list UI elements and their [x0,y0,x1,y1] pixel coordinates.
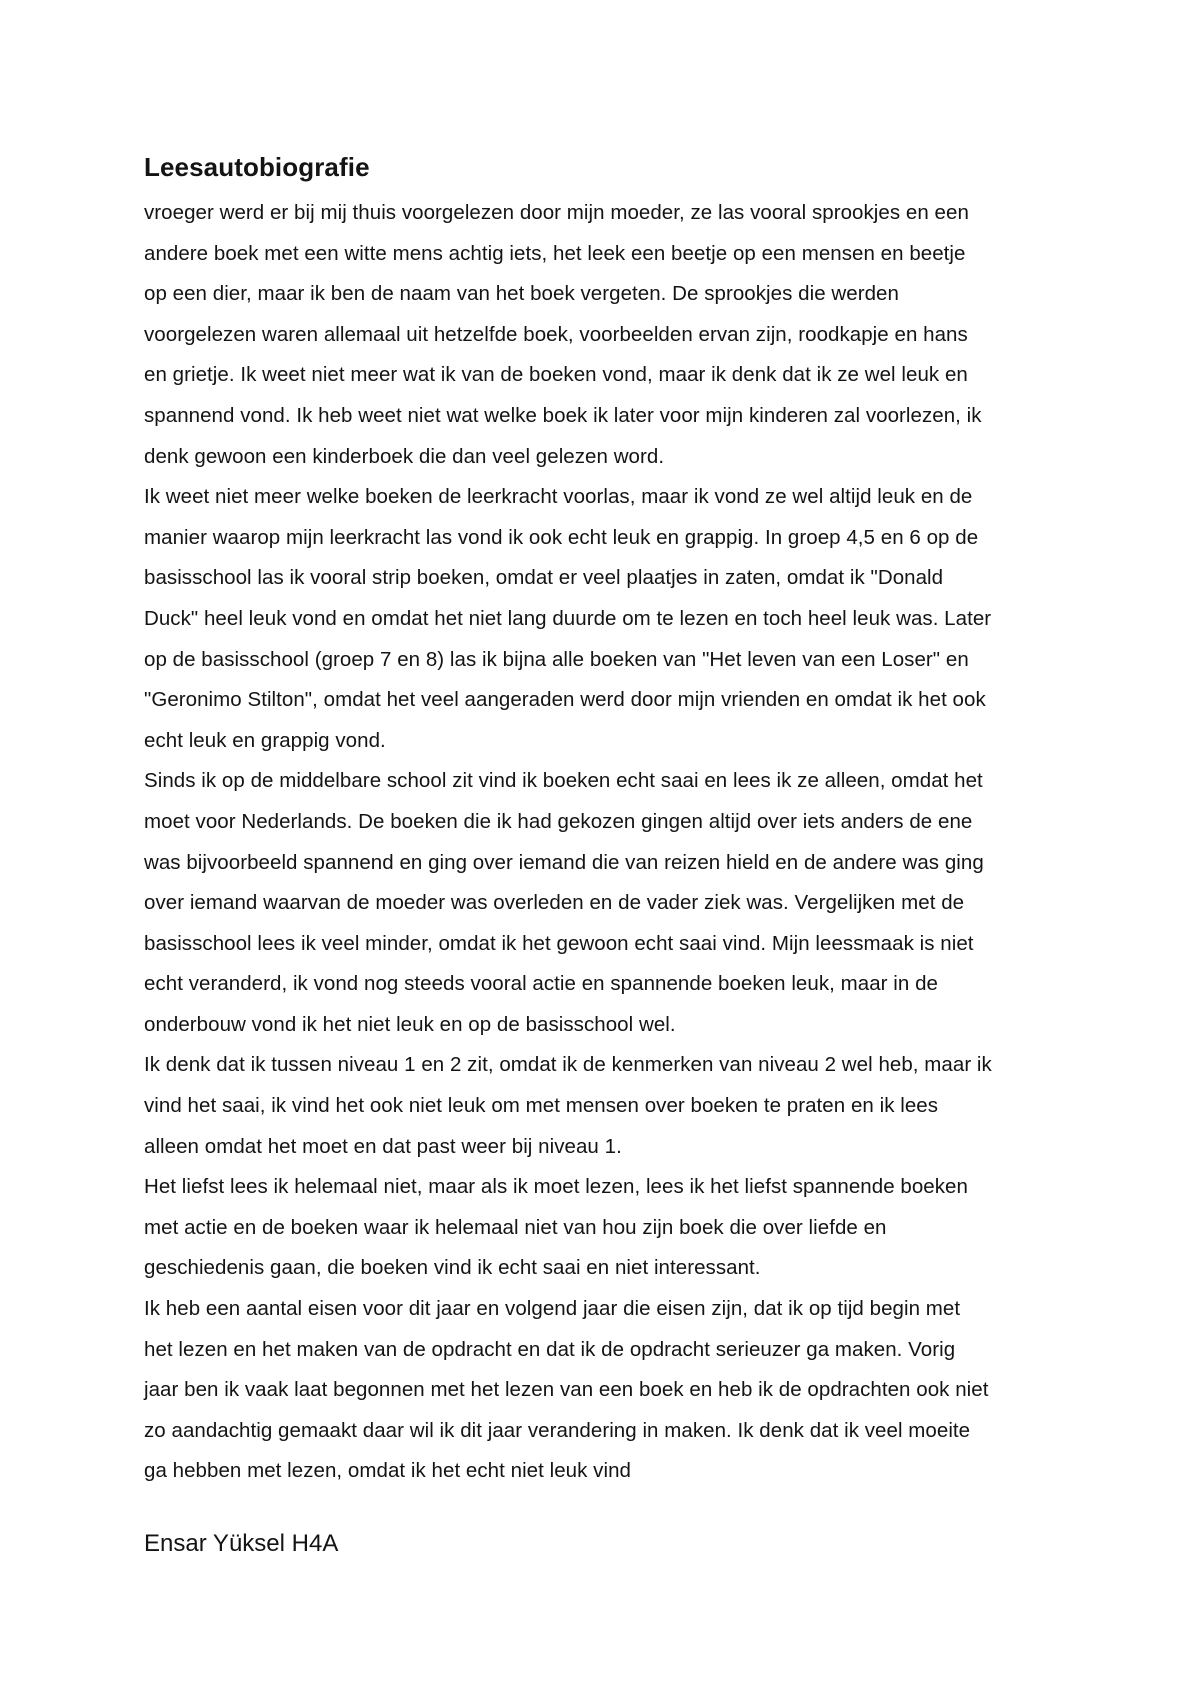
text-line: basisschool las ik vooral strip boeken, omdat er veel plaatjes in zaten, omdat ik "Donald [144,566,944,590]
text-line: onderbouw vond ik het niet leuk en op de basisschool wel. [144,1012,676,1036]
text-line: en grietje. Ik weet niet meer wat ik van de boeken vond, maar ik denk dat ik ze wel leuk en [144,363,968,387]
text-line: moet voor Nederlands. De boeken die ik had gekozen gingen altijd over iets anders de ene [144,809,973,833]
text-line: vind het saai, ik vind het ook niet leuk om met mensen over boeken te praten en ik lees [144,1094,939,1118]
text-line: Ik weet niet meer welke boeken de leerkracht voorlas, maar ik vond ze wel altijd leuk en de [144,485,973,509]
text-line: geschiedenis gaan, die boeken vind ik echt saai en niet interessant. [144,1256,761,1280]
text-line: voorgelezen waren allemaal uit hetzelfde boek, voorbeelden ervan zijn, roodkapje en hans [144,322,968,346]
text-line: basisschool lees ik veel minder, omdat ik het gewoon echt saai vind. Mijn leessmaak is niet [144,931,974,955]
text-line: het lezen en het maken van de opdracht en dat ik de opdracht serieuzer ga maken. Vorig [144,1337,956,1361]
text-line: was bijvoorbeeld spannend en ging over iemand die van reizen hield en de andere was ging [144,850,984,874]
text-line: alleen omdat het moet en dat past weer bij niveau 1. [144,1134,622,1158]
document-title: Leesautobiografie [144,152,370,182]
text-line: jaar ben ik vaak laat begonnen met het lezen van een boek en heb ik de opdrachten ook niet [144,1378,989,1402]
document-body [144,193,1084,1492]
text-line: echt veranderd, ik vond nog steeds vooral actie en spannende boeken leuk, maar in de [144,972,938,996]
text-line: spannend vond. Ik heb weet niet wat welke boek ik later voor mijn kinderen zal voorlezen, ik [144,403,982,427]
text-line: Sinds ik op de middelbare school zit vind ik boeken echt saai en lees ik ze alleen, omdat het [144,769,983,793]
text-line: denk gewoon een kinderboek die dan veel gelezen word. [144,444,665,468]
text-line: op de basisschool (groep 7 en 8) las ik bijna alle boeken van "Het leven van een Loser" en [144,647,969,671]
text-line: vroeger werd er bij mij thuis voorgelezen door mijn moeder, ze las vooral sprookjes en een [144,201,969,224]
text-line: andere boek met een witte mens achtig iets, het leek een beetje op een mensen en beetje [144,241,966,265]
text-line: over iemand waarvan de moeder was overleden en de vader ziek was. Vergelijken met de [144,891,965,915]
author-signature: Ensar Yüksel H4A [144,1530,339,1557]
text-line: Het liefst lees ik helemaal niet, maar als ik moet lezen, lees ik het liefst spannende boeken [144,1175,968,1199]
text-line: op een dier, maar ik ben de naam van het boek vergeten. De sprookjes die werden [144,282,899,306]
text-line: echt leuk en grappig vond. [144,728,386,752]
text-line: met actie en de boeken waar ik helemaal niet van hou zijn boek die over liefde en [144,1215,887,1239]
text-line: "Geronimo Stilton", omdat het veel aangeraden werd door mijn vrienden en omdat ik het ook [144,688,986,712]
text-line: Duck" heel leuk vond en omdat het niet lang duurde om te lezen en toch heel leuk was. Later [144,606,992,630]
text-line: zo aandachtig gemaakt daar wil ik dit jaar verandering in maken. Ik denk dat ik veel moeite [144,1418,971,1442]
text-line: manier waarop mijn leerkracht las vond ik ook echt leuk en grappig. In groep 4,5 en 6 op de [144,525,979,549]
text-line: ga hebben met lezen, omdat ik het echt niet leuk vind [144,1459,631,1483]
text-line: Ik heb een aantal eisen voor dit jaar en volgend jaar die eisen zijn, dat ik op tijd begin met [144,1297,961,1321]
text-line: Ik denk dat ik tussen niveau 1 en 2 zit, omdat ik de kenmerken van niveau 2 wel heb, maar ik [144,1053,992,1077]
